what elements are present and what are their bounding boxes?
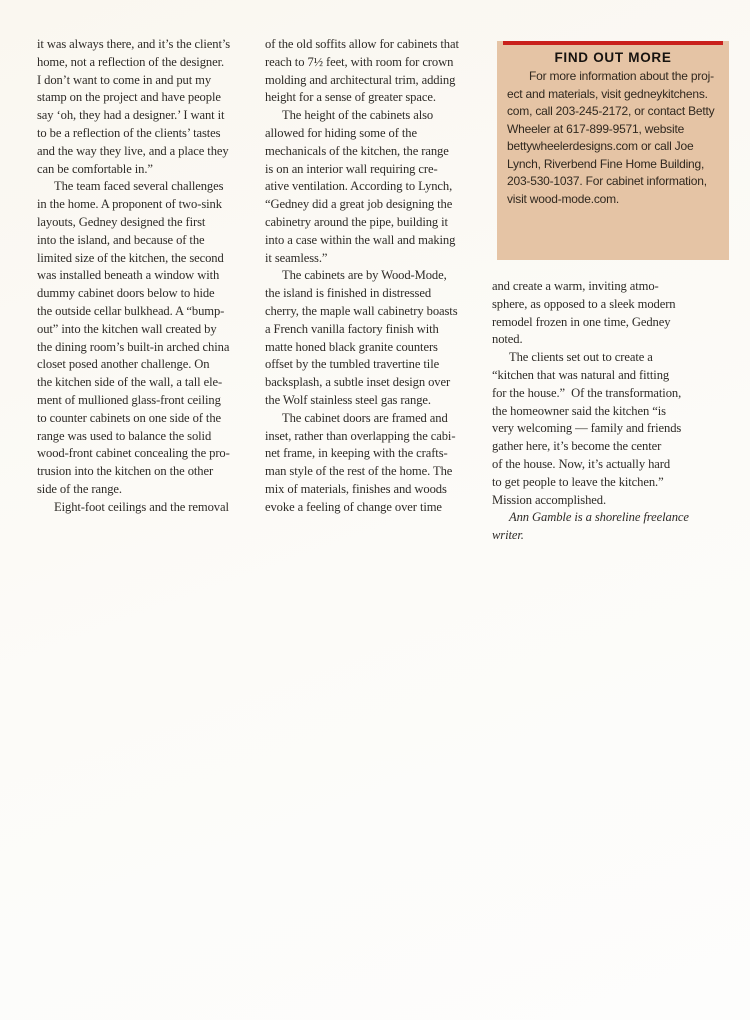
find-out-more-box	[497, 41, 729, 260]
text-line: mix of materials, finishes and woods	[265, 481, 447, 496]
text-line: matte honed black granite counters	[265, 339, 438, 354]
text-line: side of the range.	[37, 481, 122, 496]
text-line: noted.	[492, 332, 523, 347]
text-line: man style of the rest of the home. The	[265, 464, 453, 479]
text-line: Lynch, Riverbend Fine Home Building,	[507, 156, 705, 171]
text-line: limited size of the kitchen, the second	[37, 250, 224, 265]
text-line: evoke a feeling of change over time	[265, 499, 442, 514]
text-line: to counter cabinets on one side of the	[37, 410, 221, 425]
text-line: height for a sense of greater space.	[265, 90, 436, 105]
text-line: ment of mullioned glass-front ceiling	[37, 392, 221, 407]
text-line: say ‘oh, they had a designer.’ I want it	[37, 108, 225, 123]
text-line: I don’t want to come in and put my	[37, 72, 212, 87]
text-line: The height of the cabinets also	[282, 108, 434, 123]
text-line: writer.	[492, 528, 524, 543]
text-line: “Gedney did a great job designing the	[265, 197, 453, 212]
text-line: offset by the tumbled travertine tile	[265, 357, 440, 372]
text-line: to be a reflection of the clients’ tastes	[37, 125, 221, 140]
text-line: molding and architectural trim, adding	[265, 72, 456, 87]
text-line: ect and materials, visit gedneykitchens.	[507, 86, 708, 101]
text-line: home, not a reflection of the designer.	[37, 54, 225, 69]
article-column-2	[265, 36, 491, 517]
text-line: bettywheelerdesigns.com or call Joe	[507, 139, 694, 153]
text-line: can be comfortable in.”	[37, 161, 153, 176]
article-column-1	[37, 36, 263, 517]
paragraph	[265, 36, 491, 107]
paragraph	[507, 68, 721, 208]
text-line: of the house. Now, it’s actually hard	[492, 456, 671, 471]
text-line: com, call 203-245-2172, or contact Betty	[507, 104, 715, 118]
text-line: allowed for hiding some of the	[265, 125, 417, 140]
text-line: into the island, and because of the	[37, 232, 205, 247]
text-line: the kitchen side of the wall, a tall ele-	[37, 375, 223, 390]
text-line: sphere, as opposed to a sleek modern	[492, 296, 676, 311]
find-out-more-title: FIND OUT MORE	[554, 50, 672, 65]
text-line: for the house.” Of the transformation,	[492, 385, 682, 400]
text-line: very welcoming — family and friends	[492, 421, 682, 436]
text-line: Ann Gamble is a shoreline freelance	[509, 510, 689, 525]
text-line: the dining room’s built-in arched china	[37, 339, 230, 354]
paragraph	[37, 36, 263, 178]
text-line: layouts, Gedney designed the first	[37, 214, 206, 229]
text-line: The cabinets are by Wood-Mode,	[282, 268, 447, 283]
text-line: For more information about the proj-	[529, 69, 714, 83]
text-line: The clients set out to create a	[509, 350, 653, 365]
find-out-more-red-rule	[503, 41, 723, 45]
article-column-3	[492, 278, 732, 545]
text-line: closet posed another challenge. On	[37, 357, 210, 372]
text-line: a French vanilla factory finish with	[265, 321, 439, 336]
paragraph	[265, 107, 491, 267]
text-line: it was always there, and it’s the client’s	[37, 37, 231, 51]
text-line: dummy cabinet doors below to hide	[37, 286, 215, 301]
text-line: gather here, it’s become the center	[492, 439, 662, 454]
text-line: out” into the kitchen wall created by	[37, 321, 217, 336]
text-line: reach to 7½ feet, with room for crown	[265, 54, 454, 69]
text-line: trusion into the kitchen on the other	[37, 464, 214, 479]
text-line: of the old soffits allow for cabinets that	[265, 37, 459, 51]
text-line: is on an interior wall requiring cre-	[265, 161, 438, 176]
text-line: into a case within the wall and making	[265, 232, 456, 247]
text-line: net frame, in keeping with the crafts-	[265, 446, 448, 461]
text-line: cabinetry around the pipe, building it	[265, 214, 448, 229]
text-line: wood-front cabinet concealing the pro-	[37, 446, 230, 461]
text-line: Eight-foot ceilings and the removal	[54, 499, 229, 514]
paragraph	[265, 267, 491, 409]
text-line: cherry, the maple wall cabinetry boasts	[265, 303, 458, 318]
paragraph	[492, 349, 732, 509]
text-line: The cabinet doors are framed and	[282, 410, 448, 425]
text-line: 203-530-1037. For cabinet information,	[507, 174, 707, 188]
text-line: and create a warm, inviting atmo-	[492, 279, 659, 293]
paragraph	[37, 499, 263, 517]
text-line: Wheeler at 617-899-9571, website	[507, 121, 685, 136]
text-line: backsplash, a subtle inset design over	[265, 375, 451, 390]
paragraph	[37, 178, 263, 498]
text-line: remodel frozen in one time, Gedney	[492, 314, 671, 329]
text-line: the homeowner said the kitchen “is	[492, 403, 666, 418]
right-rail	[490, 0, 732, 545]
paragraph	[492, 509, 732, 545]
text-line: stamp on the project and have people	[37, 90, 221, 105]
text-line: range was used to balance the solid	[37, 428, 212, 443]
text-line: ative ventilation. According to Lynch,	[265, 179, 453, 194]
text-line: in the home. A proponent of two-sink	[37, 197, 222, 212]
text-line: visit wood-mode.com.	[507, 191, 620, 206]
text-line: it seamless.”	[265, 250, 328, 265]
find-out-more-body	[497, 65, 729, 208]
text-line: “kitchen that was natural and fitting	[492, 367, 670, 382]
paragraph	[492, 278, 732, 349]
text-line: the outside cellar bulkhead. A “bump-	[37, 303, 225, 318]
text-line: and the way they live, and a place they	[37, 143, 229, 158]
text-line: to get people to leave the kitchen.”	[492, 474, 664, 489]
text-line: inset, rather than overlapping the cabi-	[265, 428, 456, 443]
text-line: was installed beneath a window with	[37, 268, 220, 283]
text-line: the island is finished in distressed	[265, 286, 432, 301]
text-line: the Wolf stainless steel gas range.	[265, 392, 431, 407]
paragraph	[265, 410, 491, 517]
text-line: The team faced several challenges	[54, 179, 224, 194]
text-line: Mission accomplished.	[492, 492, 607, 507]
text-line: mechanicals of the kitchen, the range	[265, 143, 449, 158]
